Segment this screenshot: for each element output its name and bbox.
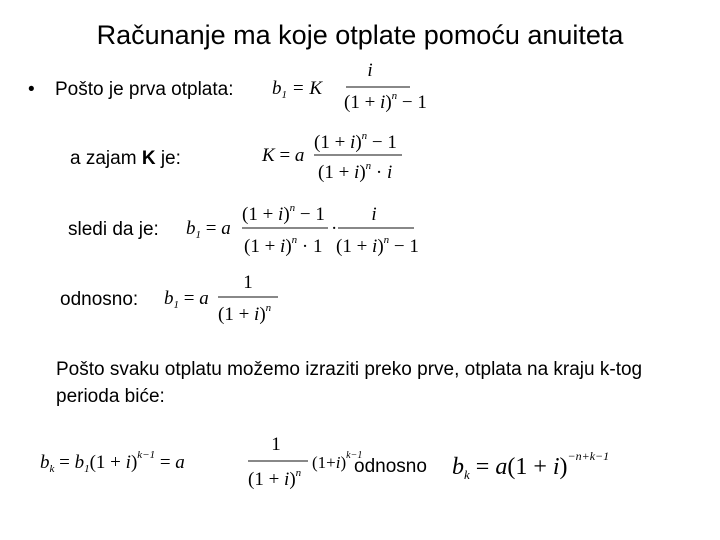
slide-title: Računanje ma koje otplate pomoću anuiteta: [96, 20, 624, 50]
formula-kth-payment: [40, 430, 363, 494]
loan-label-bold: K: [141, 148, 156, 169]
bullet: •: [28, 79, 35, 100]
svg-text:(1 + i)n · 1: $(1 + i)^n \cdot 1$: [244, 234, 323, 257]
svg-text:K = a: K = a: [262, 145, 305, 166]
formula-kth-payment-simplified: [452, 440, 652, 490]
svg-text:(1 + i)n − 1: $(1 + i)^n - 1$: [314, 130, 397, 153]
svg-text:·: ·: [331, 218, 338, 239]
svg-text:i: i: [371, 204, 377, 225]
formula-follows: [186, 198, 418, 260]
svg-text:(1 + i)n − 1: $(1 + i)^n - 1$: [344, 90, 427, 113]
svg-text:1: 1: [243, 272, 253, 293]
svg-text:(1 + i)n: $(1 + i)^n$: [218, 302, 272, 325]
loan-label-pre: a zajam: [70, 148, 142, 169]
formula-first-payment: [270, 60, 427, 114]
svg-text:(1 + i)n · i: $(1 + i)^n \cdot i$: [318, 160, 393, 183]
svg-text:1: 1: [271, 434, 281, 455]
first-payment-label: Pošto je prva otplata:: [55, 79, 234, 100]
svg-text:b1 = K: $b_1 = K$: [272, 78, 322, 101]
svg-text:b1 = a: $b_1 = a$: [186, 218, 231, 241]
svg-text:(1 + i)n − 1: $(1 + i)^n - 1$: [242, 202, 325, 225]
follows-label: sledi da je:: [68, 219, 159, 240]
svg-text:bk = a(1 + i)−n+k−1: $b_k = a(1 + i)^{-n+k-1}$: [452, 449, 610, 482]
svg-text:(1 + i)n: $(1 + i)^n$: [248, 467, 302, 490]
loan-label: [70, 148, 181, 170]
formula-namely: [164, 268, 284, 330]
loan-label-post: je:: [155, 148, 181, 169]
svg-text:(1+i)k−1: $(1+i)^{k-1}$: [312, 450, 363, 472]
namely-label: odnosno:: [60, 289, 139, 310]
svg-text:(1 + i)n − 1: $(1 + i)^n - 1$: [336, 234, 419, 257]
explanation-paragraph: Pošto svaku otplatu možemo izraziti preko prve, otplata na kraju k-tog perioda biće:: [56, 359, 643, 407]
svg-text:b1 = a: $b_1 = a$: [164, 288, 209, 311]
formula-loan: [262, 126, 412, 188]
svg-text:bk = b1(1 + i)k−1 = a: $b_k = b_1(1 + i)^{k-1} = a$: [40, 449, 185, 475]
namely-final-label: odnosno: [354, 456, 427, 477]
svg-text:i: i: [367, 60, 373, 81]
